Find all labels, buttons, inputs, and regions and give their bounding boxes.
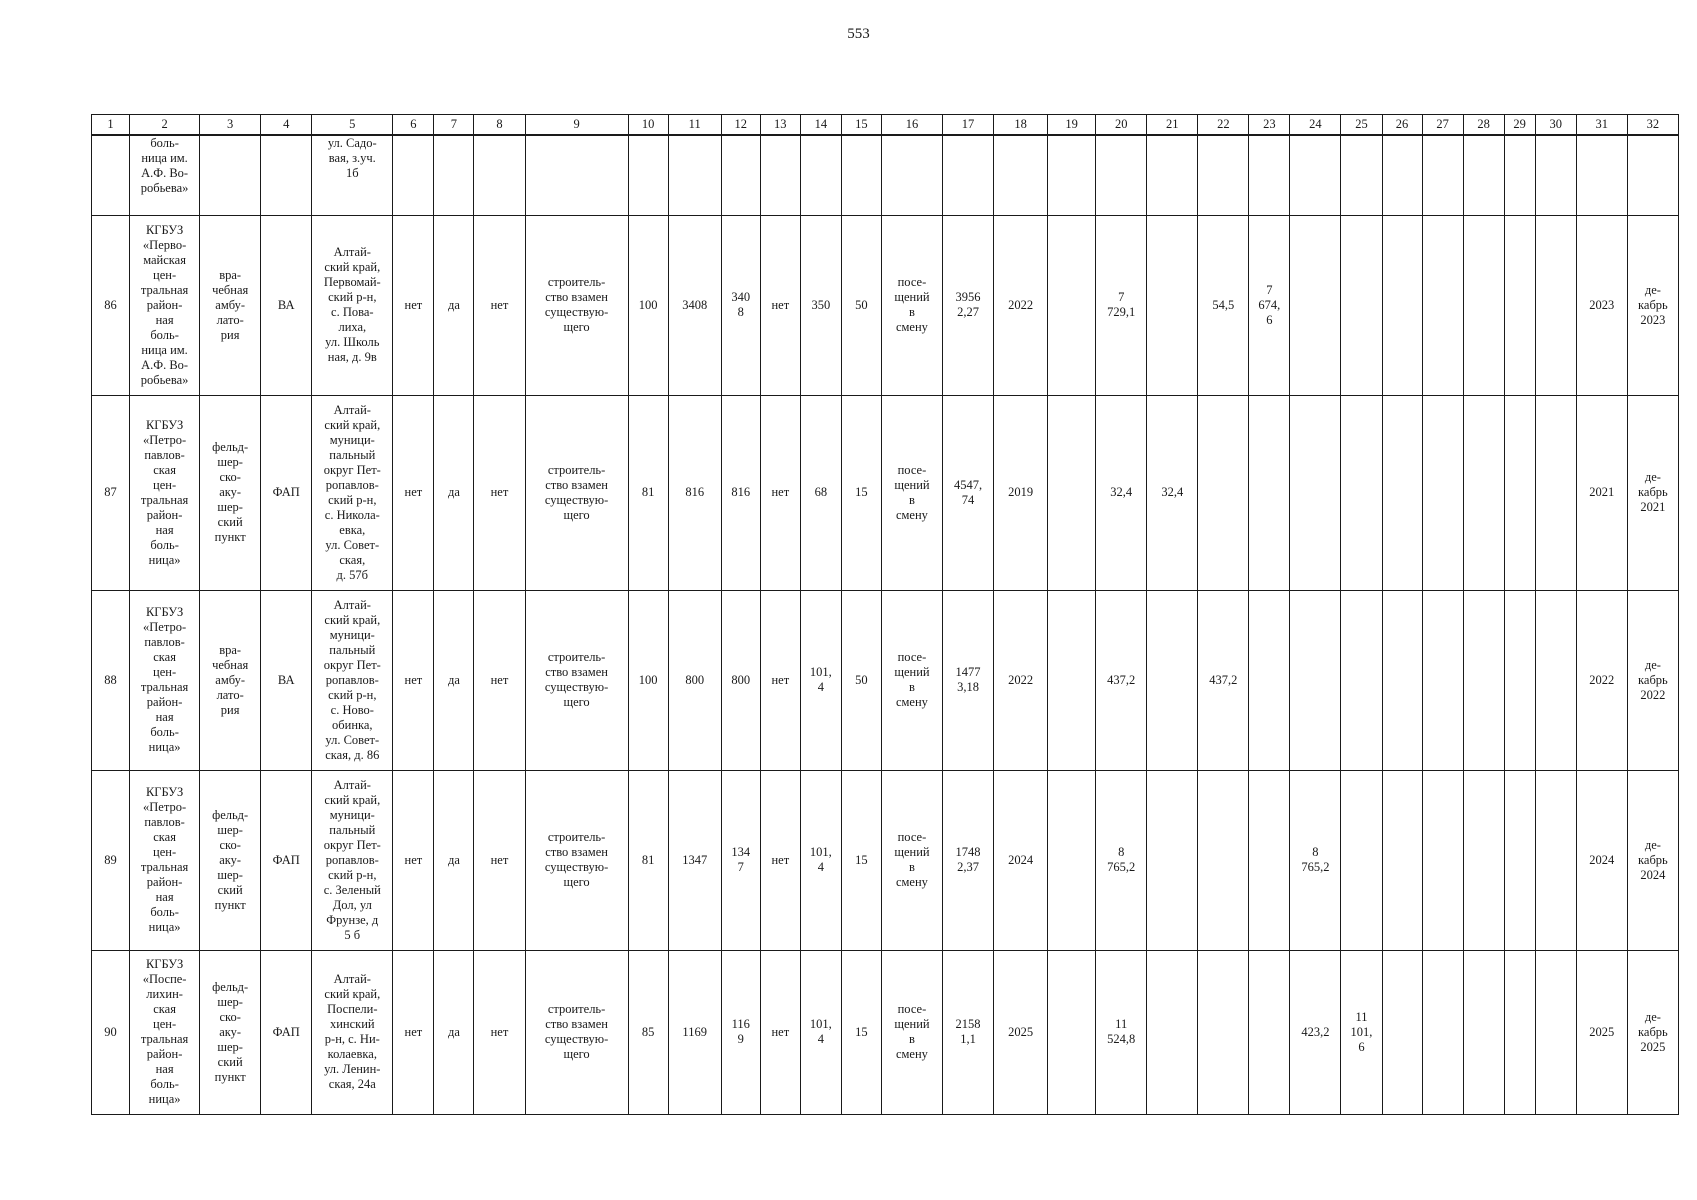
table-cell: нет bbox=[393, 770, 434, 950]
table-cell: 8 765,2 bbox=[1290, 770, 1341, 950]
table-cell: 89 bbox=[92, 770, 130, 950]
table-cell: да bbox=[434, 590, 474, 770]
table-cell: 2024 bbox=[994, 770, 1048, 950]
column-header: 6 bbox=[393, 115, 434, 136]
table-cell: нет bbox=[760, 395, 800, 590]
table-cell: 32,4 bbox=[1147, 395, 1198, 590]
table-cell: нет bbox=[474, 395, 525, 590]
column-header: 24 bbox=[1290, 115, 1341, 136]
table-cell: вра- чебная амбу- лато- рия bbox=[200, 215, 261, 395]
table-cell: 81 bbox=[628, 770, 668, 950]
table-cell bbox=[1249, 770, 1290, 950]
column-header: 2 bbox=[130, 115, 200, 136]
table-cell bbox=[1382, 950, 1422, 1114]
column-header: 11 bbox=[668, 115, 721, 136]
table-cell: де- кабрь 2024 bbox=[1627, 770, 1678, 950]
table-row bbox=[92, 590, 1679, 770]
table-cell: 50 bbox=[841, 590, 881, 770]
table-cell bbox=[525, 135, 628, 215]
table-cell bbox=[1535, 395, 1576, 590]
table-cell: 15 bbox=[841, 395, 881, 590]
table-cell bbox=[1382, 590, 1422, 770]
table-cell: 101, 4 bbox=[800, 950, 841, 1114]
column-header: 28 bbox=[1463, 115, 1504, 136]
table-cell: строитель- ство взамен существую- щего bbox=[525, 590, 628, 770]
table-row bbox=[92, 395, 1679, 590]
table-cell bbox=[1422, 770, 1463, 950]
table-cell: 1347 bbox=[668, 770, 721, 950]
table-cell bbox=[1290, 135, 1341, 215]
table-cell: фельд- шер- ско- аку- шер- ский пункт bbox=[200, 770, 261, 950]
table-cell bbox=[1048, 135, 1096, 215]
table-cell bbox=[1463, 950, 1504, 1114]
table-cell bbox=[1535, 770, 1576, 950]
table-cell: 86 bbox=[92, 215, 130, 395]
table-cell: 7 674, 6 bbox=[1249, 215, 1290, 395]
table-cell: 4547, 74 bbox=[942, 395, 993, 590]
table-cell bbox=[1422, 215, 1463, 395]
table-cell bbox=[1290, 215, 1341, 395]
table-cell: строитель- ство взамен существую- щего bbox=[525, 215, 628, 395]
table-cell: 101, 4 bbox=[800, 590, 841, 770]
table-cell: 816 bbox=[668, 395, 721, 590]
table-cell: 2019 bbox=[994, 395, 1048, 590]
column-header: 4 bbox=[261, 115, 312, 136]
table-cell bbox=[1198, 395, 1249, 590]
table-cell: фельд- шер- ско- аку- шер- ский пункт bbox=[200, 395, 261, 590]
table-cell: нет bbox=[760, 770, 800, 950]
column-header: 18 bbox=[994, 115, 1048, 136]
table-cell: 816 bbox=[721, 395, 760, 590]
table-cell bbox=[1504, 950, 1535, 1114]
table-cell: Алтай- ский край, муници- пальный округ Пет- ропавлов- ский р-н, с. Никола- евка, ул. Совет- ская, д. 57б bbox=[312, 395, 393, 590]
column-header: 26 bbox=[1382, 115, 1422, 136]
table-cell: ФАП bbox=[261, 950, 312, 1114]
column-header: 1 bbox=[92, 115, 130, 136]
table-cell bbox=[800, 135, 841, 215]
table-cell bbox=[474, 135, 525, 215]
table-cell: 7 729,1 bbox=[1096, 215, 1147, 395]
table-cell: 15 bbox=[841, 770, 881, 950]
table-cell bbox=[1341, 215, 1382, 395]
column-header: 5 bbox=[312, 115, 393, 136]
table-cell: 85 bbox=[628, 950, 668, 1114]
table-cell bbox=[721, 135, 760, 215]
column-header: 3 bbox=[200, 115, 261, 136]
column-header: 16 bbox=[881, 115, 942, 136]
column-header: 32 bbox=[1627, 115, 1678, 136]
table-cell: 15 bbox=[841, 950, 881, 1114]
table-cell bbox=[1627, 135, 1678, 215]
table-cell bbox=[1422, 395, 1463, 590]
table-cell bbox=[1048, 770, 1096, 950]
table-cell: нет bbox=[474, 590, 525, 770]
table-cell bbox=[1422, 590, 1463, 770]
table-cell: ФАП bbox=[261, 395, 312, 590]
table-cell bbox=[1198, 770, 1249, 950]
table-cell: ФАП bbox=[261, 770, 312, 950]
table-row bbox=[92, 215, 1679, 395]
table-cell: 2022 bbox=[994, 215, 1048, 395]
table-cell: нет bbox=[760, 590, 800, 770]
table-cell: 1477 3,18 bbox=[942, 590, 993, 770]
table-cell: да bbox=[434, 395, 474, 590]
table-cell bbox=[1341, 590, 1382, 770]
table-cell: 81 bbox=[628, 395, 668, 590]
column-header: 14 bbox=[800, 115, 841, 136]
table-cell: посе- щений в смену bbox=[881, 590, 942, 770]
table-cell: Алтай- ский край, муници- пальный округ Пет- ропавлов- ский р-н, с. Ново- обинка, ул. Совет- ская, д. 86 bbox=[312, 590, 393, 770]
column-header: 12 bbox=[721, 115, 760, 136]
column-header: 21 bbox=[1147, 115, 1198, 136]
table-cell: 2024 bbox=[1576, 770, 1627, 950]
table-cell: 88 bbox=[92, 590, 130, 770]
table-cell bbox=[1249, 135, 1290, 215]
table-cell bbox=[1382, 395, 1422, 590]
table-cell: 134 7 bbox=[721, 770, 760, 950]
table-cell: 11 101, 6 bbox=[1341, 950, 1382, 1114]
table-cell bbox=[1147, 135, 1198, 215]
table-cell: де- кабрь 2021 bbox=[1627, 395, 1678, 590]
column-header: 23 bbox=[1249, 115, 1290, 136]
table-cell: 350 bbox=[800, 215, 841, 395]
table-cell: строитель- ство взамен существую- щего bbox=[525, 395, 628, 590]
column-header: 10 bbox=[628, 115, 668, 136]
table-cell bbox=[668, 135, 721, 215]
table-cell: 423,2 bbox=[1290, 950, 1341, 1114]
table-cell: Алтай- ский край, Поспели- хинский р-н, с. Ни- колаевка, ул. Ленин- ская, 24а bbox=[312, 950, 393, 1114]
table-cell bbox=[841, 135, 881, 215]
table-cell bbox=[1535, 135, 1576, 215]
table-cell: 54,5 bbox=[1198, 215, 1249, 395]
table-cell: нет bbox=[393, 215, 434, 395]
page-number: 553 bbox=[847, 26, 870, 42]
table-cell: 2022 bbox=[994, 590, 1048, 770]
column-header: 27 bbox=[1422, 115, 1463, 136]
table-cell bbox=[1249, 590, 1290, 770]
table-cell: 1748 2,37 bbox=[942, 770, 993, 950]
table-cell: де- кабрь 2025 bbox=[1627, 950, 1678, 1114]
table-cell: фельд- шер- ско- аку- шер- ский пункт bbox=[200, 950, 261, 1114]
table-cell: боль- ница им. А.Ф. Во- робьева» bbox=[130, 135, 200, 215]
column-header: 22 bbox=[1198, 115, 1249, 136]
table-cell: 50 bbox=[841, 215, 881, 395]
table-cell bbox=[1535, 215, 1576, 395]
table-cell bbox=[628, 135, 668, 215]
column-header: 13 bbox=[760, 115, 800, 136]
table-cell: 2025 bbox=[994, 950, 1048, 1114]
table-cell: КГБУЗ «Поспе- лихин- ская цен- тральная район- ная боль- ница» bbox=[130, 950, 200, 1114]
table-cell: 68 bbox=[800, 395, 841, 590]
table-cell bbox=[1147, 215, 1198, 395]
table-header-row bbox=[92, 115, 1679, 136]
table-cell: 87 bbox=[92, 395, 130, 590]
table-cell: 90 bbox=[92, 950, 130, 1114]
table-cell: 437,2 bbox=[1198, 590, 1249, 770]
column-header: 25 bbox=[1341, 115, 1382, 136]
table-cell bbox=[434, 135, 474, 215]
table-cell bbox=[1504, 590, 1535, 770]
table-cell: 2021 bbox=[1576, 395, 1627, 590]
table-cell: 32,4 bbox=[1096, 395, 1147, 590]
column-header: 30 bbox=[1535, 115, 1576, 136]
table-cell bbox=[92, 135, 130, 215]
table-cell bbox=[1422, 135, 1463, 215]
table-cell: 3408 bbox=[668, 215, 721, 395]
table-cell: де- кабрь 2023 bbox=[1627, 215, 1678, 395]
table-cell bbox=[1504, 395, 1535, 590]
table-cell: КГБУЗ «Петро- павлов- ская цен- тральная район- ная боль- ница» bbox=[130, 590, 200, 770]
table-cell: нет bbox=[393, 590, 434, 770]
table-cell bbox=[1147, 950, 1198, 1114]
table-cell: 100 bbox=[628, 215, 668, 395]
table-cell: 800 bbox=[721, 590, 760, 770]
table-cell bbox=[1422, 950, 1463, 1114]
table-cell: нет bbox=[474, 950, 525, 1114]
table-cell: 100 bbox=[628, 590, 668, 770]
table-cell: 340 8 bbox=[721, 215, 760, 395]
table-cell bbox=[994, 135, 1048, 215]
column-header: 7 bbox=[434, 115, 474, 136]
table-cell bbox=[1147, 770, 1198, 950]
table-cell: 2022 bbox=[1576, 590, 1627, 770]
table-cell bbox=[1382, 770, 1422, 950]
table-cell bbox=[1382, 135, 1422, 215]
column-header: 19 bbox=[1048, 115, 1096, 136]
column-header: 8 bbox=[474, 115, 525, 136]
table-cell: КГБУЗ «Перво- майская цен- тральная район- ная боль- ница им. А.Ф. Во- робьева» bbox=[130, 215, 200, 395]
table-cell: 11 524,8 bbox=[1096, 950, 1147, 1114]
table-cell: 8 765,2 bbox=[1096, 770, 1147, 950]
table-cell: посе- щений в смену bbox=[881, 770, 942, 950]
table-cell: вра- чебная амбу- лато- рия bbox=[200, 590, 261, 770]
table-cell bbox=[1463, 135, 1504, 215]
table-cell bbox=[760, 135, 800, 215]
table-cell bbox=[1198, 135, 1249, 215]
table-cell bbox=[1341, 135, 1382, 215]
table-cell: 116 9 bbox=[721, 950, 760, 1114]
table-cell bbox=[1535, 590, 1576, 770]
table-cell bbox=[1249, 395, 1290, 590]
table-cell: 437,2 bbox=[1096, 590, 1147, 770]
table-cell: строитель- ство взамен существую- щего bbox=[525, 770, 628, 950]
table-row bbox=[92, 135, 1679, 215]
table-cell: Алтай- ский край, Первомай- ский р-н, с. Пова- лиха, ул. Школь ная, д. 9в bbox=[312, 215, 393, 395]
table-row bbox=[92, 950, 1679, 1114]
table-cell bbox=[1048, 950, 1096, 1114]
table-cell: посе- щений в смену bbox=[881, 950, 942, 1114]
table-cell bbox=[1504, 135, 1535, 215]
table-cell: 101, 4 bbox=[800, 770, 841, 950]
table-cell bbox=[942, 135, 993, 215]
table-cell bbox=[261, 135, 312, 215]
column-header: 20 bbox=[1096, 115, 1147, 136]
table-cell bbox=[1576, 135, 1627, 215]
table-cell: 2158 1,1 bbox=[942, 950, 993, 1114]
table-cell: Алтай- ский край, муници- пальный округ Пет- ропавлов- ский р-н, с. Зеленый Дол, ул Фрунзе, д 5 б bbox=[312, 770, 393, 950]
table-cell bbox=[1249, 950, 1290, 1114]
column-header: 17 bbox=[942, 115, 993, 136]
table-cell: 3956 2,27 bbox=[942, 215, 993, 395]
table-cell: нет bbox=[393, 395, 434, 590]
table-cell bbox=[1290, 395, 1341, 590]
table-cell bbox=[1048, 215, 1096, 395]
table-cell bbox=[1147, 590, 1198, 770]
table-cell: да bbox=[434, 770, 474, 950]
table-cell bbox=[1504, 770, 1535, 950]
table-cell: КГБУЗ «Петро- павлов- ская цен- тральная район- ная боль- ница» bbox=[130, 395, 200, 590]
table-cell bbox=[1096, 135, 1147, 215]
column-header: 31 bbox=[1576, 115, 1627, 136]
table-cell bbox=[1463, 215, 1504, 395]
table-cell: ВА bbox=[261, 215, 312, 395]
column-header: 15 bbox=[841, 115, 881, 136]
table-cell: да bbox=[434, 215, 474, 395]
table-cell: КГБУЗ «Петро- павлов- ская цен- тральная район- ная боль- ница» bbox=[130, 770, 200, 950]
column-header: 9 bbox=[525, 115, 628, 136]
table-cell bbox=[1341, 395, 1382, 590]
table-cell: посе- щений в смену bbox=[881, 395, 942, 590]
table-cell bbox=[1198, 950, 1249, 1114]
table-cell: де- кабрь 2022 bbox=[1627, 590, 1678, 770]
table-cell bbox=[1504, 215, 1535, 395]
table-cell: ВА bbox=[261, 590, 312, 770]
table-cell bbox=[200, 135, 261, 215]
table-row bbox=[92, 770, 1679, 950]
table-cell: ул. Садо- вая, з.уч. 1б bbox=[312, 135, 393, 215]
table-cell: нет bbox=[393, 950, 434, 1114]
column-header: 29 bbox=[1504, 115, 1535, 136]
table-cell bbox=[1463, 590, 1504, 770]
table-cell bbox=[1463, 395, 1504, 590]
table-cell: посе- щений в смену bbox=[881, 215, 942, 395]
table-cell: нет bbox=[760, 215, 800, 395]
table-cell: 1169 bbox=[668, 950, 721, 1114]
table-cell: да bbox=[434, 950, 474, 1114]
table-cell bbox=[1048, 590, 1096, 770]
table-cell bbox=[1463, 770, 1504, 950]
table-cell bbox=[1048, 395, 1096, 590]
table-cell bbox=[1535, 950, 1576, 1114]
table-cell bbox=[393, 135, 434, 215]
table-cell: строитель- ство взамен существую- щего bbox=[525, 950, 628, 1114]
table-cell: нет bbox=[474, 770, 525, 950]
table-cell bbox=[1290, 590, 1341, 770]
table-cell: 800 bbox=[668, 590, 721, 770]
data-table bbox=[91, 114, 1679, 1115]
table-cell bbox=[881, 135, 942, 215]
table-cell: 2025 bbox=[1576, 950, 1627, 1114]
table-cell: нет bbox=[474, 215, 525, 395]
table-cell bbox=[1382, 215, 1422, 395]
table-cell bbox=[1341, 770, 1382, 950]
table-cell: нет bbox=[760, 950, 800, 1114]
table-cell: 2023 bbox=[1576, 215, 1627, 395]
